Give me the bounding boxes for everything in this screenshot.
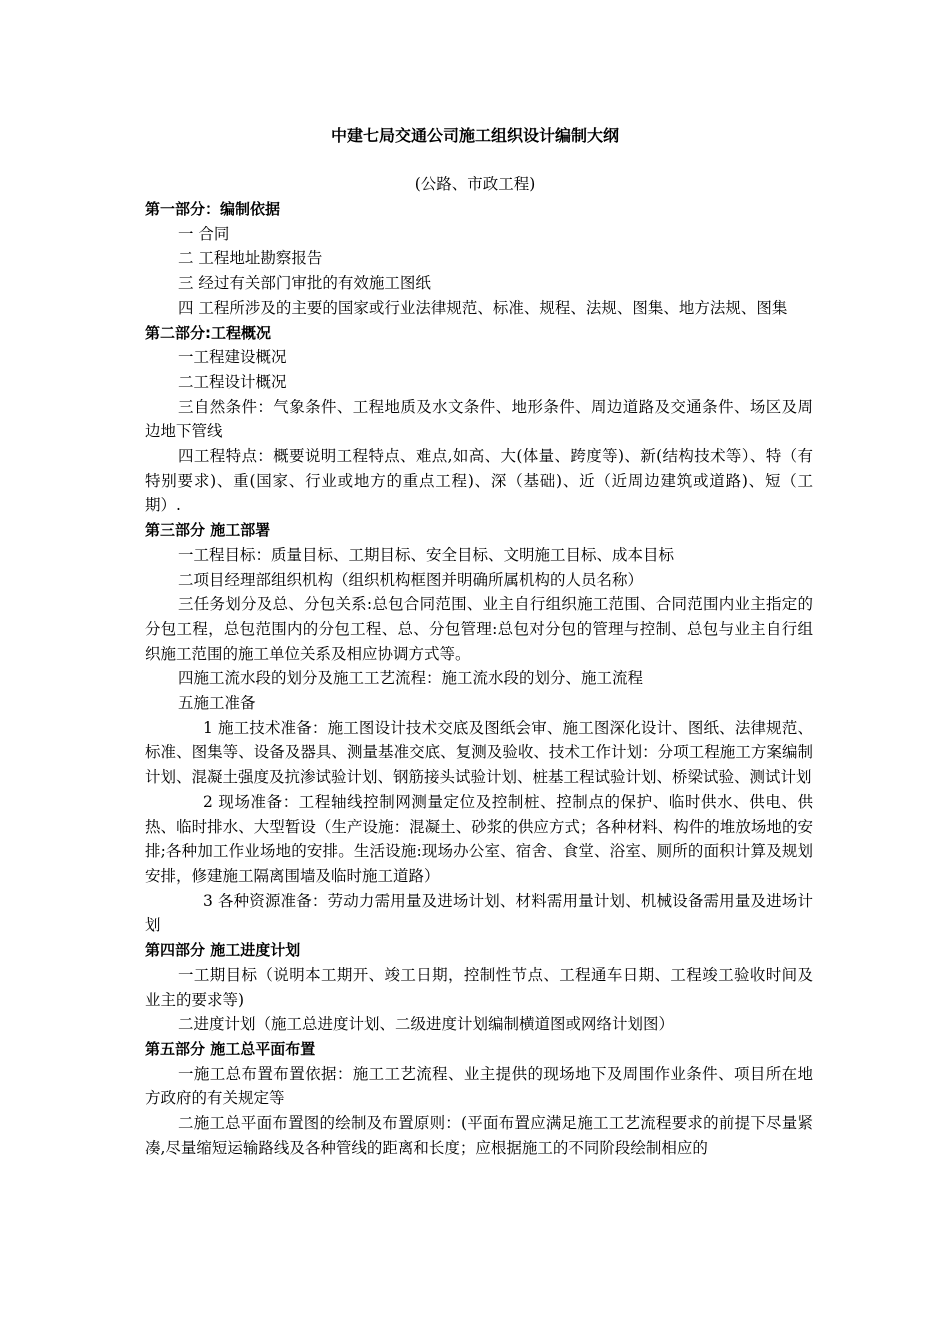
sub-paragraph: 1 施工技术准备：施工图设计技术交底及图纸会审、施工图深化设计、图纸、法律规范、标准、图集等、设备及器具、测量基准交底、复测及验收、技术工作计划：分项工程施工方案编制计划、混凝土强度及抗渗试验计划、钢筋接头试验计划、桩基工程试验计划、桥梁试验、测试计划 (145, 718, 813, 787)
paragraph: 四 工程所涉及的主要的国家或行业法律规范、标准、规程、法规、图集、地方法规、图集 (178, 298, 788, 317)
document-body (145, 197, 813, 1160)
section-heading-5: 第五部分 施工总平面布置 (145, 1039, 316, 1058)
sub-paragraph: 2 现场准备：工程轴线控制网测量定位及控制桩、控制点的保护、临时供水、供电、供热、临时排水、大型暂设（生产设施：混凝土、砂浆的供应方式；各种材料、构件的堆放场地的安排;各种加工作业场地的安排。生活设施:现场办公室、宿舍、食堂、浴室、厕所的面积计算及规划安排，修建施工隔离围墙及临时施工道路） (145, 792, 813, 885)
section-heading-3: 第三部分 施工部署 (145, 521, 271, 540)
paragraph: 三自然条件：气象条件、工程地质及水文条件、地形条件、周边道路及交通条件、场区及周边地下管线 (145, 397, 813, 441)
paragraph: 二进度计划（施工总进度计划、二级进度计划编制横道图或网络计划图） (178, 1015, 675, 1034)
document-title: 中建七局交通公司施工组织设计编制大纲 (330, 126, 619, 145)
section-heading-4: 第四部分 施工进度计划 (145, 941, 301, 960)
paragraph: 一施工总布置布置依据：施工工艺流程、业主提供的现场地下及周围作业条件、项目所在地方政府的有关规定等 (145, 1064, 813, 1108)
paragraph: 一工程目标：质量目标、工期目标、安全目标、文明施工目标、成本目标 (178, 545, 675, 564)
section-heading-2: 第二部分:工程概况 (145, 323, 271, 342)
paragraph: 二工程设计概况 (178, 372, 287, 391)
paragraph: 二 工程地址勘察报告 (178, 249, 323, 268)
sub-paragraph: 3 各种资源准备：劳动力需用量及进场计划、材料需用量计划、机械设备需用量及进场计划 (145, 891, 813, 935)
paragraph: 一 合同 (178, 224, 230, 243)
paragraph: 一工程建设概况 (178, 348, 287, 367)
paragraph: 五施工准备 (178, 694, 256, 713)
section-heading-1: 第一部分：编制依据 (145, 200, 281, 218)
document-subtitle: (公路、市政工程) (414, 175, 536, 193)
paragraph: 三任务划分及总、分包关系:总包合同范围、业主自行组织施工范围、合同范围内业主指定的分包工程，总包范围内的分包工程、总、分包管理:总包对分包的管理与控制、总包与业主自行组织施工范围的施工单位关系及相应协调方式等。 (145, 595, 813, 663)
paragraph: 三 经过有关部门审批的有效施工图纸 (178, 274, 431, 293)
paragraph: 四工程特点：概要说明工程特点、难点,如高、大(体量、跨度等)、新(结构技术等）、特（有特别要求)、重(国家、行业或地方的重点工程)、深（基础)、近（近周边建筑或道路)、短（工期）. (145, 447, 813, 515)
paragraph: 一工期目标（说明本工期开、竣工日期，控制性节点、工程通车日期、工程竣工验收时间及业主的要求等) (145, 965, 813, 1009)
paragraph: 二施工总平面布置图的绘制及布置原则：(平面布置应满足施工工艺流程要求的前提下尽量紧凑,尽量缩短运输路线及各种管线的距离和长度；应根据施工的不同阶段绘制相应的 (145, 1114, 813, 1157)
paragraph: 四施工流水段的划分及施工工艺流程：施工流水段的划分、施工流程 (178, 669, 644, 688)
paragraph: 二项目经理部组织机构（组织机构框图并明确所属机构的人员名称） (178, 570, 644, 589)
